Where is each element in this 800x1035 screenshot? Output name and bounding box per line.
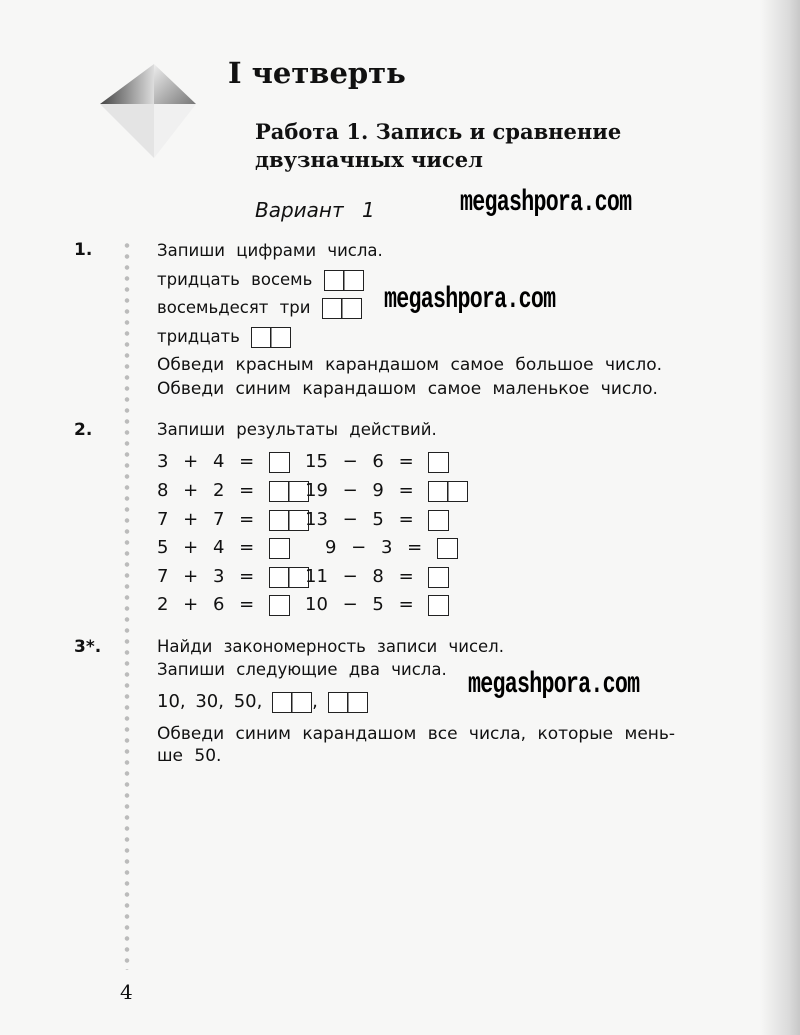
- equation: [305, 480, 468, 502]
- expression: 11 − 8 =: [305, 566, 414, 587]
- task-number: 3*.: [74, 637, 102, 657]
- task-instruction: Запиши результаты действий.: [157, 420, 437, 439]
- answer-box[interactable]: [322, 298, 362, 319]
- answer-box[interactable]: [428, 452, 449, 473]
- answer-box[interactable]: [269, 452, 290, 473]
- equation: [157, 451, 290, 473]
- expression: 3 + 4 =: [157, 451, 255, 472]
- task-number: 1.: [74, 240, 93, 260]
- task-instruction: Обведи красным карандашом самое большое число.: [157, 355, 663, 375]
- expression: 2 + 6 =: [157, 594, 255, 615]
- expression: 10 − 5 =: [305, 594, 414, 615]
- equation: [157, 537, 290, 559]
- equation: [325, 537, 458, 559]
- dotted-margin-line: [124, 240, 130, 970]
- expression: 13 − 5 =: [305, 509, 414, 530]
- quarter-heading: I четверть: [228, 56, 406, 90]
- expression: 8 + 2 =: [157, 480, 255, 501]
- equation: [157, 509, 309, 531]
- task-instruction: Обведи синим карандашом самое маленькое число.: [157, 379, 658, 399]
- task-instruction: Обведи синим карандашом все числа, которые мень-: [157, 724, 676, 744]
- variant-label: Вариант 1: [255, 198, 375, 222]
- number-sequence: [157, 691, 368, 713]
- answer-box[interactable]: [428, 510, 449, 531]
- number-word-item: [157, 327, 291, 348]
- watermark: megashpora.com: [460, 186, 632, 220]
- number-word: тридцать: [157, 327, 240, 346]
- answer-box[interactable]: [428, 595, 449, 616]
- triangle-decoration-icon: [98, 62, 198, 162]
- expression: 5 + 4 =: [157, 537, 255, 558]
- answer-box[interactable]: [269, 538, 290, 559]
- task-instruction: Запиши следующие два числа.: [157, 660, 447, 679]
- answer-box[interactable]: [272, 692, 312, 713]
- expression: 7 + 3 =: [157, 566, 255, 587]
- equation: [305, 509, 449, 531]
- equation: [305, 451, 449, 473]
- number-word-item: [157, 298, 362, 319]
- number-word-item: [157, 270, 364, 291]
- number-word: тридцать восемь: [157, 270, 313, 289]
- page-number: 4: [120, 980, 133, 1004]
- expression: 19 − 9 =: [305, 480, 414, 501]
- number-word: восемьдесят три: [157, 298, 311, 317]
- answer-box[interactable]: [269, 567, 309, 588]
- equation: [157, 480, 309, 502]
- task-instruction: Найди закономерность записи чисел.: [157, 637, 504, 656]
- task-instruction: Запиши цифрами числа.: [157, 241, 383, 260]
- answer-box[interactable]: [269, 481, 309, 502]
- equation: [157, 594, 290, 616]
- work-title-line2: двузначных чисел: [255, 147, 483, 172]
- watermark: megashpora.com: [384, 283, 556, 317]
- answer-box[interactable]: [328, 692, 368, 713]
- expression: 7 + 7 =: [157, 509, 255, 530]
- equation: [157, 566, 309, 588]
- answer-box[interactable]: [324, 270, 364, 291]
- equation: [305, 566, 449, 588]
- task-instruction: ше 50.: [157, 746, 222, 766]
- answer-box[interactable]: [437, 538, 458, 559]
- watermark: megashpora.com: [468, 668, 640, 702]
- page-edge-shadow: [760, 0, 800, 1035]
- expression: 9 − 3 =: [325, 537, 423, 558]
- answer-box[interactable]: [251, 327, 291, 348]
- task-number: 2.: [74, 420, 93, 440]
- equation: [305, 594, 449, 616]
- work-title-line1: Работа 1. Запись и сравнение: [255, 119, 622, 144]
- answer-box[interactable]: [269, 510, 309, 531]
- comma: ,: [312, 691, 318, 712]
- sequence-text: 10, 30, 50,: [157, 691, 263, 712]
- answer-box[interactable]: [269, 595, 290, 616]
- answer-box[interactable]: [428, 567, 449, 588]
- answer-box[interactable]: [428, 481, 468, 502]
- expression: 15 − 6 =: [305, 451, 414, 472]
